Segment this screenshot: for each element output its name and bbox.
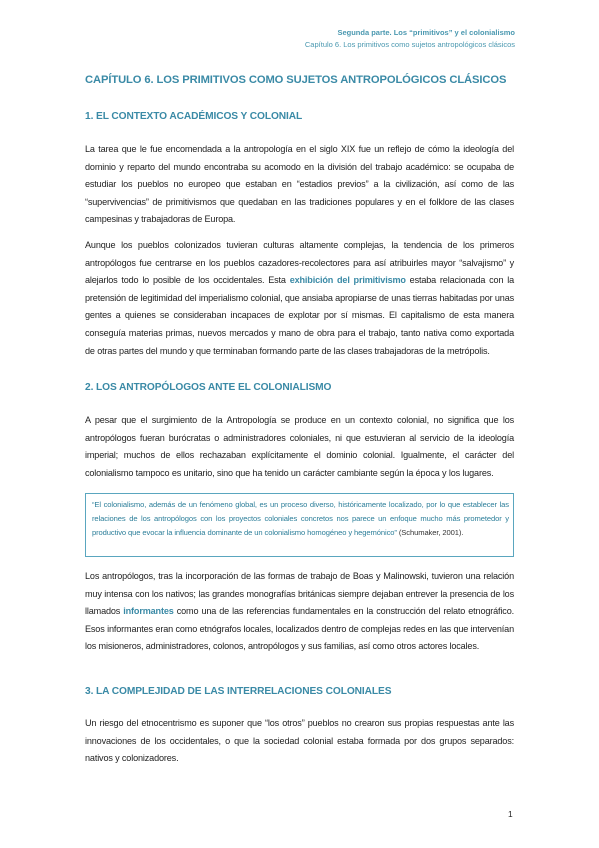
highlight-exhibicion-primitivismo: exhibición del primitivismo <box>289 275 406 286</box>
section-1-paragraph-2-start: Aunque los pueblos colonizados tuvieran culturas altamente complejas, la tendencia de los primeros antropólogos fue centrarse en los pueblos cazadores-recolectores para así atribuirles mayor “salvajismo” y alejarlos todo lo posible de los occidentales. Esta <box>85 240 514 286</box>
section-2-paragraph-1: A pesar que el surgimiento de la Antropología se produce en un contexto colonial, no significa que los antropólogos fueran burócratas o administradores coloniales, ni que estuvieran al servicio de la ideología imperial; muchos de ellos rechazaban explícitamente el dominio colonial. Igualmente, el carácter del colonialismo tampoco es unitario, sino que ha tenido un carácter cambiante según la época y los lugares. <box>85 415 514 478</box>
section-2-paragraph-2-start: Los antropólogos, tras la incorporación de las formas de trabajo de Boas y Malinowski, tuvieron una relación muy intensa con los nativos; las grandes monografías británicas siempre dejaban entrever la presencia de los llamados <box>85 571 514 617</box>
section-2-paragraph-2 <box>85 568 514 656</box>
running-header <box>305 27 515 51</box>
section-3-paragraph-1: Un riesgo del etnocentrismo es suponer que “los otros” pueblos no crearon sus propias respuestas ante las innovaciones de los occidentales, o que la sociedad colonial estaba formada por dos grupos separados: nativos y colonizadores. <box>85 718 514 764</box>
section-1-paragraph-2 <box>85 237 514 360</box>
section-1-paragraph-1: La tarea que le fue encomendada a la antropología en el siglo XIX fue un reflejo de cómo la ideología del dominio y reparto del mundo encontraba su acomodo en la división del trabajo académico: se ocupaba de estudiar los pueblos no europeo que estaban en “estadios previos” a la civilización, así como de las “supervivencias” de primitivismos que quedaban en las tradiciones populares y en el folklore de las clases campesinas y trabajadoras de Europa. <box>85 144 514 225</box>
quote-citation: (Schumaker, 2001). <box>398 528 464 538</box>
page-number: 1 <box>508 809 513 819</box>
section-1-heading: 1. EL CONTEXTO ACADÉMICOS Y COLONIAL <box>85 111 303 122</box>
quote-box <box>85 493 514 557</box>
section-3-heading: 3. LA COMPLEJIDAD DE LAS INTERRELACIONES COLONIALES <box>85 686 392 697</box>
section-1-paragraph-2-end: estaba relacionada con la pretensión de legitimidad del imperialismo colonial, que ansiaba apropiarse de unas tierras habitadas por unas gentes a quienes se consideraban incapaces de explotar por sí mismas. El capitalismo de esta manera conseguía materias primas, nuevos mercados y mano de obra para el trabajo, tanto nativa como exportada de otras partes del mundo y que terminaban formando parte de las clases trabajadoras de la metrópolis. <box>85 275 514 356</box>
quote-text: “El colonialismo, además de un fenómeno global, es un proceso diverso, históricamente localizado, por lo que establecer las relaciones de los antropólogos con los proyectos coloniales concretos nos parece un enfoque mucho más prometedor y productivo que evocar la influencia dominante de un colonialismo homogéneo y hegemónico” <box>92 500 509 538</box>
header-chapter: Capítulo 6. Los primitivos como sujetos antropológicos clásicos <box>304 40 515 49</box>
highlight-informantes: informantes <box>123 606 174 617</box>
chapter-title: CAPÍTULO 6. LOS PRIMITIVOS COMO SUJETOS ANTROPOLÓGICOS CLÁSICOS <box>85 74 507 86</box>
header-part: Segunda parte. Los “primitivos” y el colonialismo <box>337 28 515 37</box>
section-2-paragraph-2-end: como una de las referencias fundamentales en la construcción del relato etnográfico. Esos informantes eran como etnógrafos locales, localizados dentro de complejas redes en las que intervenían los misioneros, administradores, colonos, antropólogos y sus familias, así como otros actores locales. <box>85 606 514 652</box>
section-2-heading: 2. LOS ANTROPÓLOGOS ANTE EL COLONIALISMO <box>85 382 332 393</box>
